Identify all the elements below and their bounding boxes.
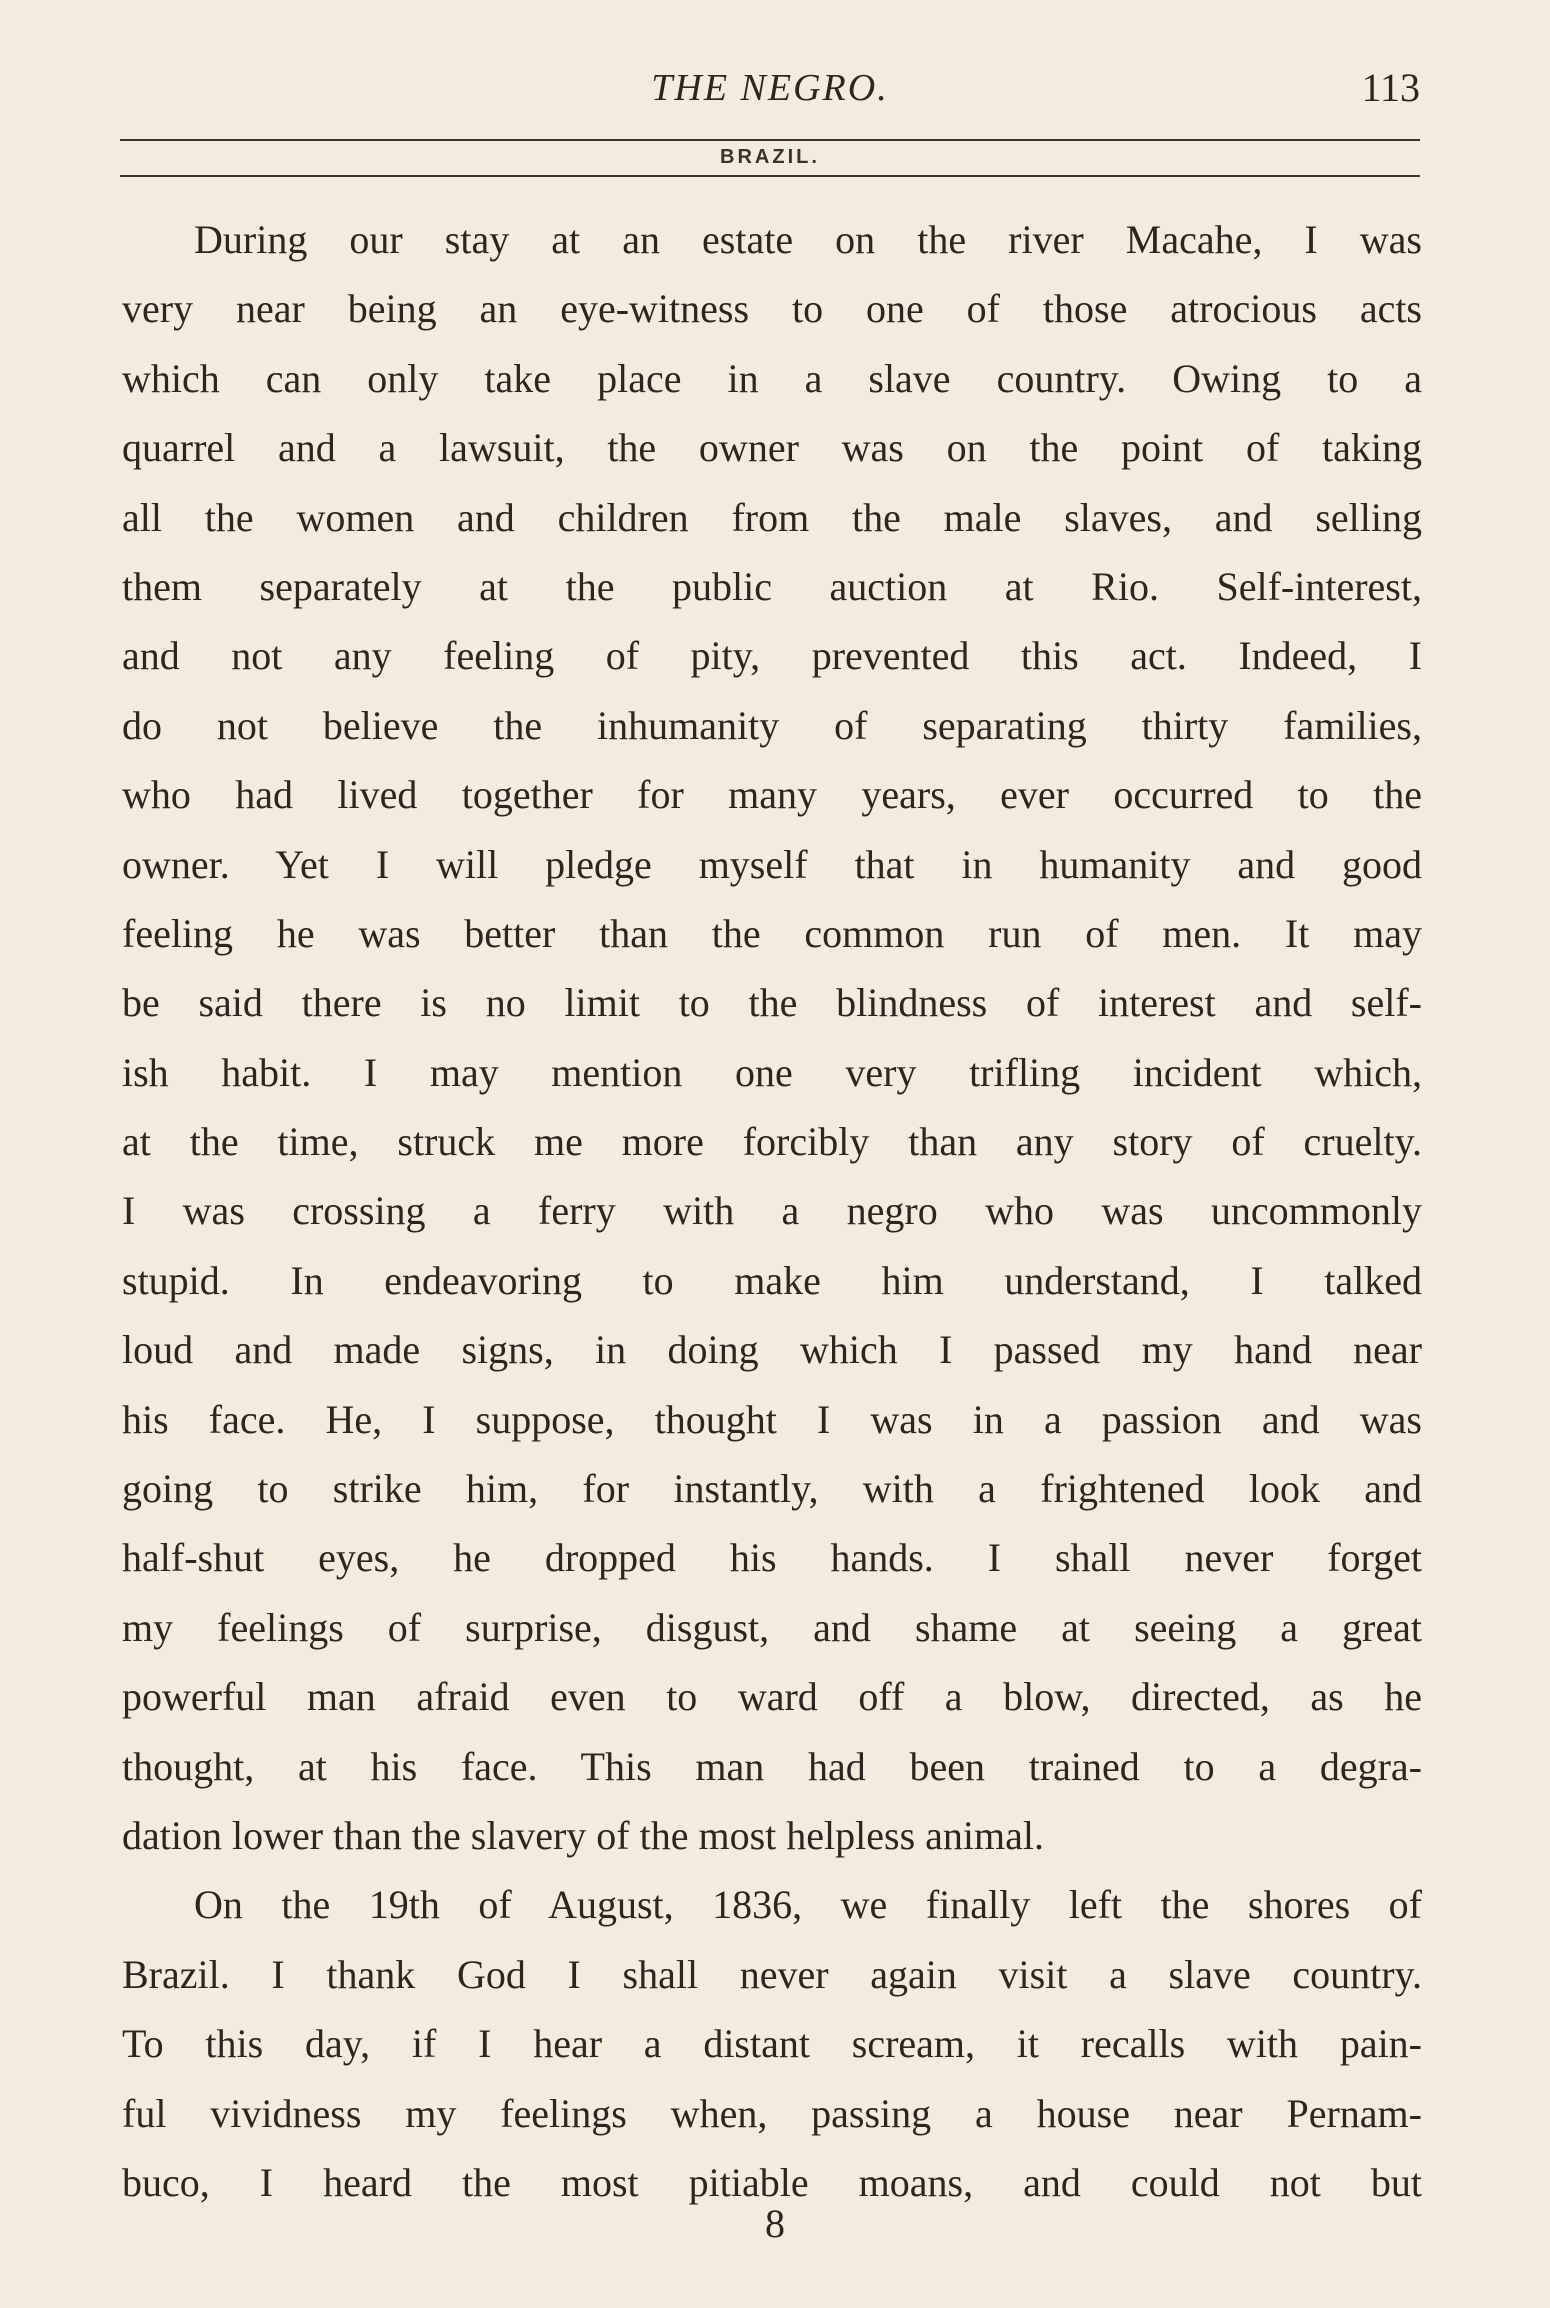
text-line: and not any feeling of pity, prevented this act. Indeed, I xyxy=(122,633,1422,679)
text-line: dation lower than the slavery of the most helpless animal. xyxy=(122,1812,1044,1858)
text-line: at the time, struck me more forcibly than any story of cruelty. xyxy=(122,1119,1422,1165)
body-text xyxy=(122,205,1422,2217)
text-line: half-shut eyes, he dropped his hands. I shall never forget xyxy=(122,1535,1422,1581)
text-line: my feelings of surprise, disgust, and shame at seeing a great xyxy=(122,1604,1422,1650)
text-line: owner. Yet I will pledge myself that in humanity and good xyxy=(122,841,1422,887)
text-line: them separately at the public auction at Rio. Self-interest, xyxy=(122,563,1422,609)
section-heading: BRAZIL. xyxy=(720,146,820,168)
text-line: which can only take place in a slave country. Owing to a xyxy=(122,355,1422,401)
header-rule-top xyxy=(120,139,1420,141)
text-line: do not believe the inhumanity of separating thirty families, xyxy=(122,702,1422,748)
text-line: I was crossing a ferry with a negro who was uncommonly xyxy=(122,1188,1422,1234)
text-line: all the women and children from the male slaves, and selling xyxy=(122,494,1422,540)
text-line: ful vividness my feelings when, passing a house near Pernam- xyxy=(122,2090,1422,2136)
text-line: On the 19th of August, 1836, we finally left the shores of xyxy=(194,1882,1422,1928)
text-line: feeling he was better than the common run of men. It may xyxy=(122,910,1422,956)
text-line: stupid. In endeavoring to make him understand, I talked xyxy=(122,1257,1422,1303)
text-line: thought, at his face. This man had been trained to a degra- xyxy=(122,1743,1422,1789)
signature-mark: 8 xyxy=(765,2201,785,2246)
text-line: buco, I heard the most pitiable moans, and could not but xyxy=(122,2159,1422,2205)
text-line: powerful man afraid even to ward off a blow, directed, as he xyxy=(122,1674,1422,1720)
text-line: who had lived together for many years, ever occurred to the xyxy=(122,772,1422,818)
text-line: ish habit. I may mention one very trifling incident which, xyxy=(122,1049,1422,1095)
text-line: very near being an eye-witness to one of those atrocious acts xyxy=(122,286,1422,332)
running-title: THE NEGRO. xyxy=(651,67,889,109)
page-number: 113 xyxy=(1361,65,1420,110)
text-line: going to strike him, for instantly, with a frightened look and xyxy=(122,1466,1422,1512)
header-rule-bottom xyxy=(120,175,1420,177)
text-line: Brazil. I thank God I shall never again visit a slave country. xyxy=(122,1951,1422,1997)
text-line: loud and made signs, in doing which I passed my hand near xyxy=(122,1327,1422,1373)
text-line: his face. He, I suppose, thought I was in a passion and was xyxy=(122,1396,1422,1442)
text-line: quarrel and a lawsuit, the owner was on the point of taking xyxy=(122,425,1422,471)
text-line: During our stay at an estate on the river Macahe, I was xyxy=(194,217,1422,262)
text-line: To this day, if I hear a distant scream, it recalls with pain- xyxy=(122,2021,1422,2067)
text-line: be said there is no limit to the blindness of interest and self- xyxy=(122,980,1422,1026)
running-head xyxy=(120,60,1420,120)
